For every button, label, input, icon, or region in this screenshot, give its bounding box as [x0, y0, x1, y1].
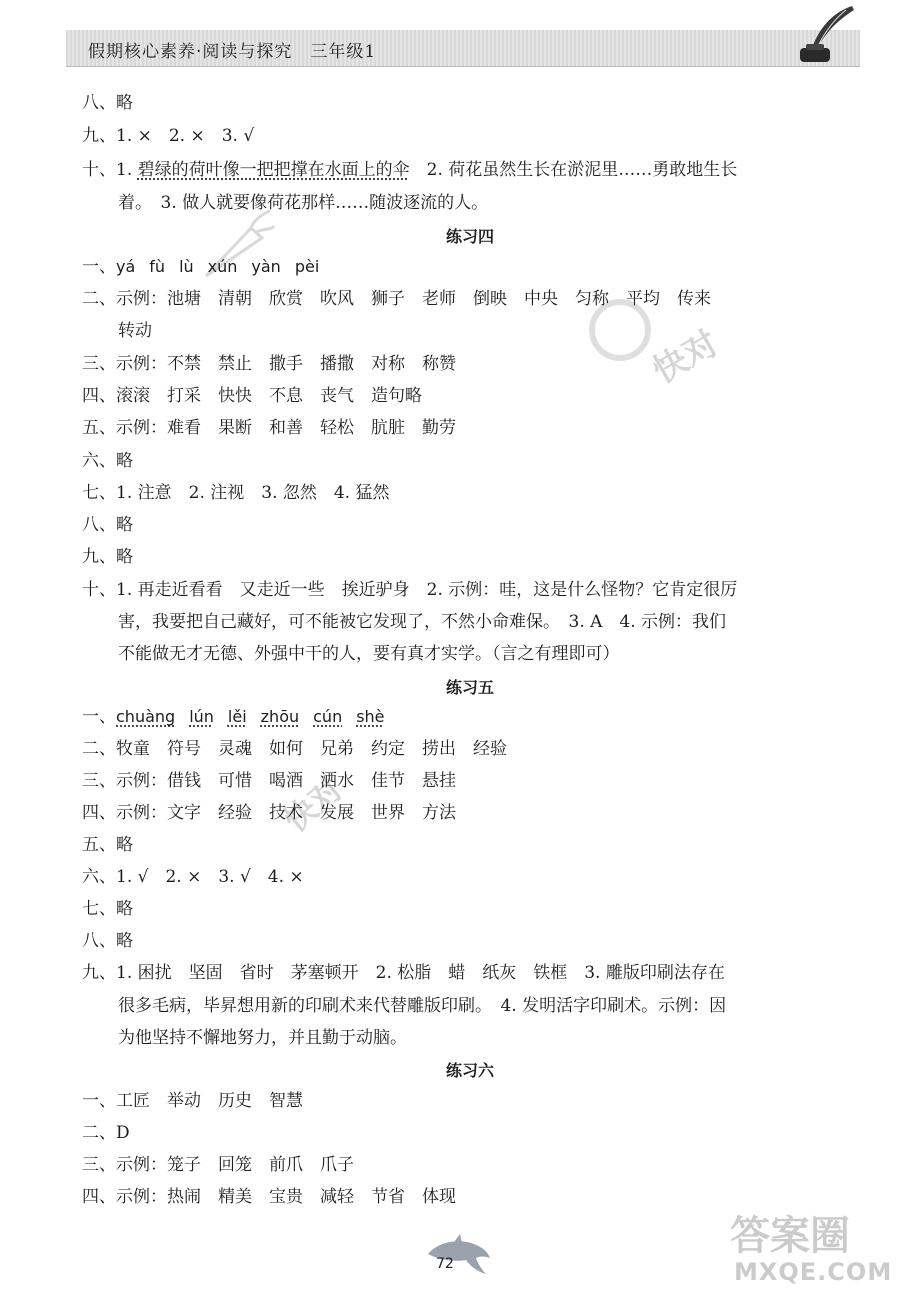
section-heading-ex5: 练习五 — [445, 678, 494, 697]
pinyin: zhōu — [260, 707, 300, 726]
pinyin: lù — [179, 257, 194, 276]
answer-line — [118, 320, 152, 342]
item-text: 示例：池塘 清朝 欣赏 吹风 狮子 老师 倒映 中央 匀称 平均 传来 — [116, 289, 711, 309]
item-text: 略 — [116, 451, 133, 471]
item-label: 三、 — [82, 1155, 116, 1175]
logo-url-text: MXQE.COM — [734, 1258, 893, 1286]
item-text: D — [116, 1123, 130, 1143]
item-text: 工匠 举动 历史 智慧 — [116, 1091, 303, 1111]
item-label: 四、 — [82, 1187, 116, 1207]
item-text: 转动 — [118, 321, 152, 341]
answer-line — [118, 192, 488, 214]
pinyin: chuàng — [116, 707, 176, 726]
answer-line — [82, 1154, 354, 1176]
pinyin: cún — [313, 707, 343, 726]
item-text: 示例：借钱 可惜 喝酒 洒水 佳节 悬挂 — [116, 771, 456, 791]
answer-line — [82, 1186, 456, 1208]
item-text: 2. 荷花虽然生长在淤泥里……勇敢地生长 — [409, 160, 738, 180]
answer-line — [82, 579, 737, 601]
pinyin: shè — [356, 707, 385, 726]
watermark-text: 快对 — [276, 769, 351, 840]
item-text: 为他坚持不懈地努力，并且勤于动脑。 — [118, 1028, 407, 1048]
answer-line — [82, 770, 456, 792]
answer-line — [82, 930, 133, 952]
item-label: 七、 — [82, 483, 116, 503]
answer-line — [82, 898, 133, 920]
answer-line — [82, 92, 133, 114]
answer-line — [82, 125, 254, 147]
item-label: 一、 — [82, 257, 116, 277]
item-text: 1. 再走近看看 又走近一些 挨近驴身 2. 示例：哇，这是什么怪物？它肯定很厉 — [116, 580, 738, 600]
item-label: 三、 — [82, 354, 116, 374]
pinyin: xún — [207, 257, 238, 276]
item-text: 略 — [116, 515, 133, 535]
answer-line — [82, 834, 133, 856]
answer-line — [82, 514, 133, 536]
page-number: 72 — [436, 1256, 454, 1272]
pinyin: yá — [116, 257, 136, 276]
item-text: 略 — [116, 547, 133, 567]
answer-line — [118, 1027, 407, 1049]
answer-line — [82, 866, 304, 888]
item-text: 示例：笼子 回笼 前爪 爪子 — [116, 1155, 354, 1175]
item-label: 九、 — [82, 547, 116, 567]
item-label: 九、 — [82, 963, 116, 983]
item-text: 略 — [116, 931, 133, 951]
item-label: 二、 — [82, 1123, 116, 1143]
watermark-text: 快对 — [646, 323, 726, 392]
answer-logo-mark — [722, 1200, 893, 1292]
item-text: 示例：难看 果断 和善 轻松 肮脏 勤劳 — [116, 418, 456, 438]
item-text: 1. × 2. × 3. √ — [116, 126, 255, 146]
answer-line — [118, 995, 726, 1017]
item-label: 六、 — [82, 451, 116, 471]
item-text: 示例：不禁 禁止 撒手 播撒 对称 称赞 — [116, 354, 456, 374]
item-label: 一、 — [82, 707, 116, 727]
quill-inkwell-icon — [786, 4, 856, 66]
item-label: 七、 — [82, 899, 116, 919]
item-label: 二、 — [82, 289, 116, 309]
answer-line — [82, 738, 507, 760]
item-label: 五、 — [82, 835, 116, 855]
item-text: 很多毛病，毕昇想用新的印刷术来代替雕版印刷。 4. 发明活字印刷术。示例：因 — [118, 996, 727, 1016]
item-text: 1. √ 2. × 3. √ 4. × — [116, 867, 304, 887]
item-text: 害，我要把自己藏好，可不能被它发现了，不然小命难保。 3. A 4. 示例：我们 — [118, 612, 727, 632]
answer-line — [82, 417, 456, 439]
header-title: 假期核心素养·阅读与探究 三年级1 — [88, 42, 377, 62]
answer-line — [82, 256, 319, 278]
page-header — [66, 30, 860, 67]
answer-line — [82, 1122, 130, 1144]
item-text: 1. — [116, 160, 138, 180]
item-label: 十、 — [82, 160, 116, 180]
answer-line — [82, 962, 725, 984]
item-label: 八、 — [82, 515, 116, 535]
answer-line — [82, 706, 385, 728]
item-text: 略 — [116, 835, 133, 855]
pinyin: lěi — [227, 707, 247, 726]
section-heading-ex4: 练习四 — [445, 227, 494, 246]
item-label: 四、 — [82, 386, 116, 406]
item-text: 着。 3. 做人就要像荷花那样……随波逐流的人。 — [118, 193, 489, 213]
answer-line — [118, 643, 620, 665]
answer-line — [82, 802, 456, 824]
item-text: 示例：热闹 精美 宝贵 减轻 节省 体现 — [116, 1187, 456, 1207]
item-text: 示例：文字 经验 技术 发展 世界 方法 — [116, 803, 456, 823]
answer-line — [82, 546, 133, 568]
answer-line — [82, 288, 711, 310]
logo-text: 答案圈 — [730, 1213, 850, 1259]
underlined-sentence: 碧绿的荷叶像一把把撑在水面上的伞 — [137, 160, 410, 180]
item-label: 五、 — [82, 418, 116, 438]
item-label: 六、 — [82, 867, 116, 887]
item-label: 九、 — [82, 126, 116, 146]
section-heading-ex6: 练习六 — [445, 1061, 494, 1080]
item-label: 三、 — [82, 771, 116, 791]
item-label: 十、 — [82, 580, 116, 600]
item-label: 四、 — [82, 803, 116, 823]
answer-line — [82, 482, 390, 504]
item-text: 1. 困扰 坚固 省时 茅塞顿开 2. 松脂 蜡 纸灰 铁框 3. 雕版印刷法存在 — [116, 963, 725, 983]
answer-line — [82, 159, 737, 181]
answer-line — [82, 450, 133, 472]
item-text: 滚滚 打采 快快 不息 丧气 造句略 — [116, 386, 422, 406]
answer-line — [82, 385, 422, 407]
pinyin: fù — [149, 257, 166, 276]
pinyin: pèi — [294, 257, 320, 276]
item-text: 不能做无才无德、外强中干的人，要有真才实学。（言之有理即可） — [118, 644, 620, 664]
answer-line — [82, 1090, 303, 1112]
item-label: 一、 — [82, 1091, 116, 1111]
pinyin: lún — [189, 707, 214, 726]
answer-line — [118, 611, 726, 633]
item-text: 牧童 符号 灵魂 如何 兄弟 约定 捞出 经验 — [116, 739, 507, 759]
item-label: 二、 — [82, 739, 116, 759]
item-text: 略 — [116, 93, 133, 113]
item-text: 1. 注意 2. 注视 3. 忽然 4. 猛然 — [116, 483, 390, 503]
item-label: 八、 — [82, 93, 116, 113]
answer-line — [82, 353, 456, 375]
dolphin-icon — [424, 1232, 494, 1278]
item-label: 八、 — [82, 931, 116, 951]
pinyin: yàn — [251, 257, 281, 276]
item-text: 略 — [116, 899, 133, 919]
